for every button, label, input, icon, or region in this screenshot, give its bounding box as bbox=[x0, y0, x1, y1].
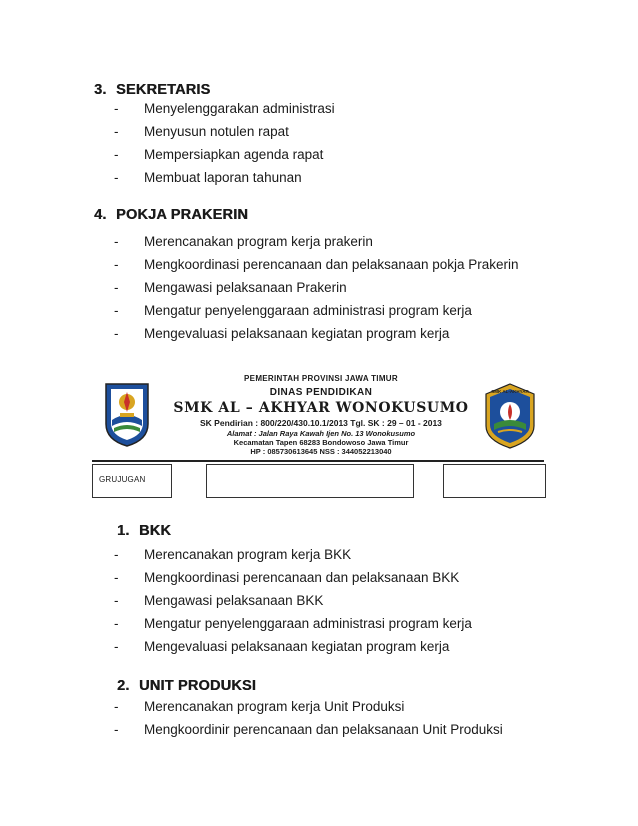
location-box bbox=[92, 464, 172, 498]
dash-bullet: - bbox=[114, 303, 119, 318]
list-item bbox=[114, 612, 472, 635]
list-item-text: Mempersiapkan agenda rapat bbox=[144, 147, 324, 162]
list-item bbox=[114, 97, 335, 120]
letterhead-school-name: SMK AL – AKHYAR WONOKUSUMO bbox=[173, 400, 469, 416]
list-item bbox=[114, 635, 472, 658]
list-item-text: Merencanakan program kerja prakerin bbox=[144, 234, 373, 249]
list-item bbox=[114, 566, 472, 589]
dash-bullet: - bbox=[114, 147, 119, 162]
list-item-text: Merencanakan program kerja Unit Produksi bbox=[144, 699, 405, 714]
section-title-text: SEKRETARIS bbox=[116, 82, 211, 98]
letterhead-contact: HP : 085730613645 NSS : 344052213040 bbox=[250, 447, 392, 456]
list-item bbox=[114, 143, 335, 166]
list-item bbox=[114, 276, 519, 299]
list-item-text: Membuat laporan tahunan bbox=[144, 170, 302, 185]
dash-bullet: - bbox=[114, 699, 119, 714]
letterhead-department: DINAS PENDIDIKAN bbox=[269, 387, 373, 398]
list-item-text: Mengawasi pelaksanaan BKK bbox=[144, 593, 324, 608]
blank-box-right bbox=[443, 464, 546, 498]
school-logo-text: SMK AL-AKHYAR bbox=[491, 389, 529, 394]
list-item bbox=[114, 695, 503, 718]
list-item-text: Mengevaluasi pelaksanaan kegiatan program kerja bbox=[144, 639, 450, 654]
dash-bullet: - bbox=[114, 547, 119, 562]
letterhead-district: Kecamatan Tapen 68283 Bondowoso Jawa Timur bbox=[233, 438, 409, 447]
location-label: GRUJUGAN bbox=[99, 475, 146, 484]
letterhead-government: PEMERINTAH PROVINSI JAWA TIMUR bbox=[244, 374, 398, 383]
list-item-text: Mengkoordinasi perencanaan dan pelaksanaan pokja Prakerin bbox=[144, 257, 519, 272]
dash-bullet: - bbox=[114, 593, 119, 608]
list-item-text: Mengatur penyelenggaraan administrasi program kerja bbox=[144, 303, 472, 318]
list-item bbox=[114, 543, 472, 566]
letterhead-address: Alamat : Jalan Raya Kawah Ijen No. 13 Wonokusumo bbox=[226, 429, 416, 438]
section-title-unit-produksi bbox=[117, 678, 256, 694]
task-list-unit-produksi bbox=[114, 695, 503, 741]
list-item-text: Mengkoordinir perencanaan dan pelaksanaan Unit Produksi bbox=[144, 722, 503, 737]
section-number: 1. bbox=[117, 523, 130, 539]
school-letterhead bbox=[92, 370, 550, 462]
letterhead-decree: SK Pendirian : 800/220/430.10.1/2013 Tgl. SK : 29 – 01 - 2013 bbox=[200, 418, 442, 428]
list-item bbox=[114, 299, 519, 322]
section-title-bkk bbox=[117, 523, 171, 539]
list-item-text: Mengatur penyelenggaraan administrasi program kerja bbox=[144, 616, 472, 631]
dash-bullet: - bbox=[114, 570, 119, 585]
section-number: 3. bbox=[94, 82, 107, 98]
section-number: 4. bbox=[94, 207, 107, 223]
dash-bullet: - bbox=[114, 234, 119, 249]
section-title-text: BKK bbox=[139, 523, 172, 539]
dash-bullet: - bbox=[114, 326, 119, 341]
blank-box-middle bbox=[206, 464, 414, 498]
dash-bullet: - bbox=[114, 722, 119, 737]
section-title-pokja-prakerin bbox=[94, 207, 248, 223]
list-item-text: Menyusun notulen rapat bbox=[144, 124, 289, 139]
list-item-text: Mengevaluasi pelaksanaan kegiatan program kerja bbox=[144, 326, 450, 341]
list-item bbox=[114, 120, 335, 143]
dash-bullet: - bbox=[114, 280, 119, 295]
dash-bullet: - bbox=[114, 257, 119, 272]
list-item-text: Mengawasi pelaksanaan Prakerin bbox=[144, 280, 347, 295]
dash-bullet: - bbox=[114, 170, 119, 185]
section-title-text: POKJA PRAKERIN bbox=[116, 207, 248, 223]
section-title-text: UNIT PRODUKSI bbox=[139, 678, 256, 694]
list-item-text: Menyelenggarakan administrasi bbox=[144, 101, 335, 116]
dash-bullet: - bbox=[114, 124, 119, 139]
list-item bbox=[114, 166, 335, 189]
section-number: 2. bbox=[117, 678, 130, 694]
section-title-sekretaris bbox=[94, 82, 210, 98]
dash-bullet: - bbox=[114, 639, 119, 654]
task-list-sekretaris bbox=[114, 97, 335, 189]
dash-bullet: - bbox=[114, 616, 119, 631]
list-item bbox=[114, 718, 503, 741]
list-item bbox=[114, 253, 519, 276]
list-item bbox=[114, 589, 472, 612]
school-logo bbox=[480, 380, 540, 450]
list-item-text: Mengkoordinasi perencanaan dan pelaksanaan BKK bbox=[144, 570, 460, 585]
list-item bbox=[114, 322, 519, 345]
list-item bbox=[114, 230, 519, 253]
letterhead-rule bbox=[92, 460, 544, 462]
task-list-bkk bbox=[114, 543, 472, 658]
list-item-text: Merencanakan program kerja BKK bbox=[144, 547, 352, 562]
dash-bullet: - bbox=[114, 101, 119, 116]
task-list-pokja-prakerin bbox=[114, 230, 519, 345]
